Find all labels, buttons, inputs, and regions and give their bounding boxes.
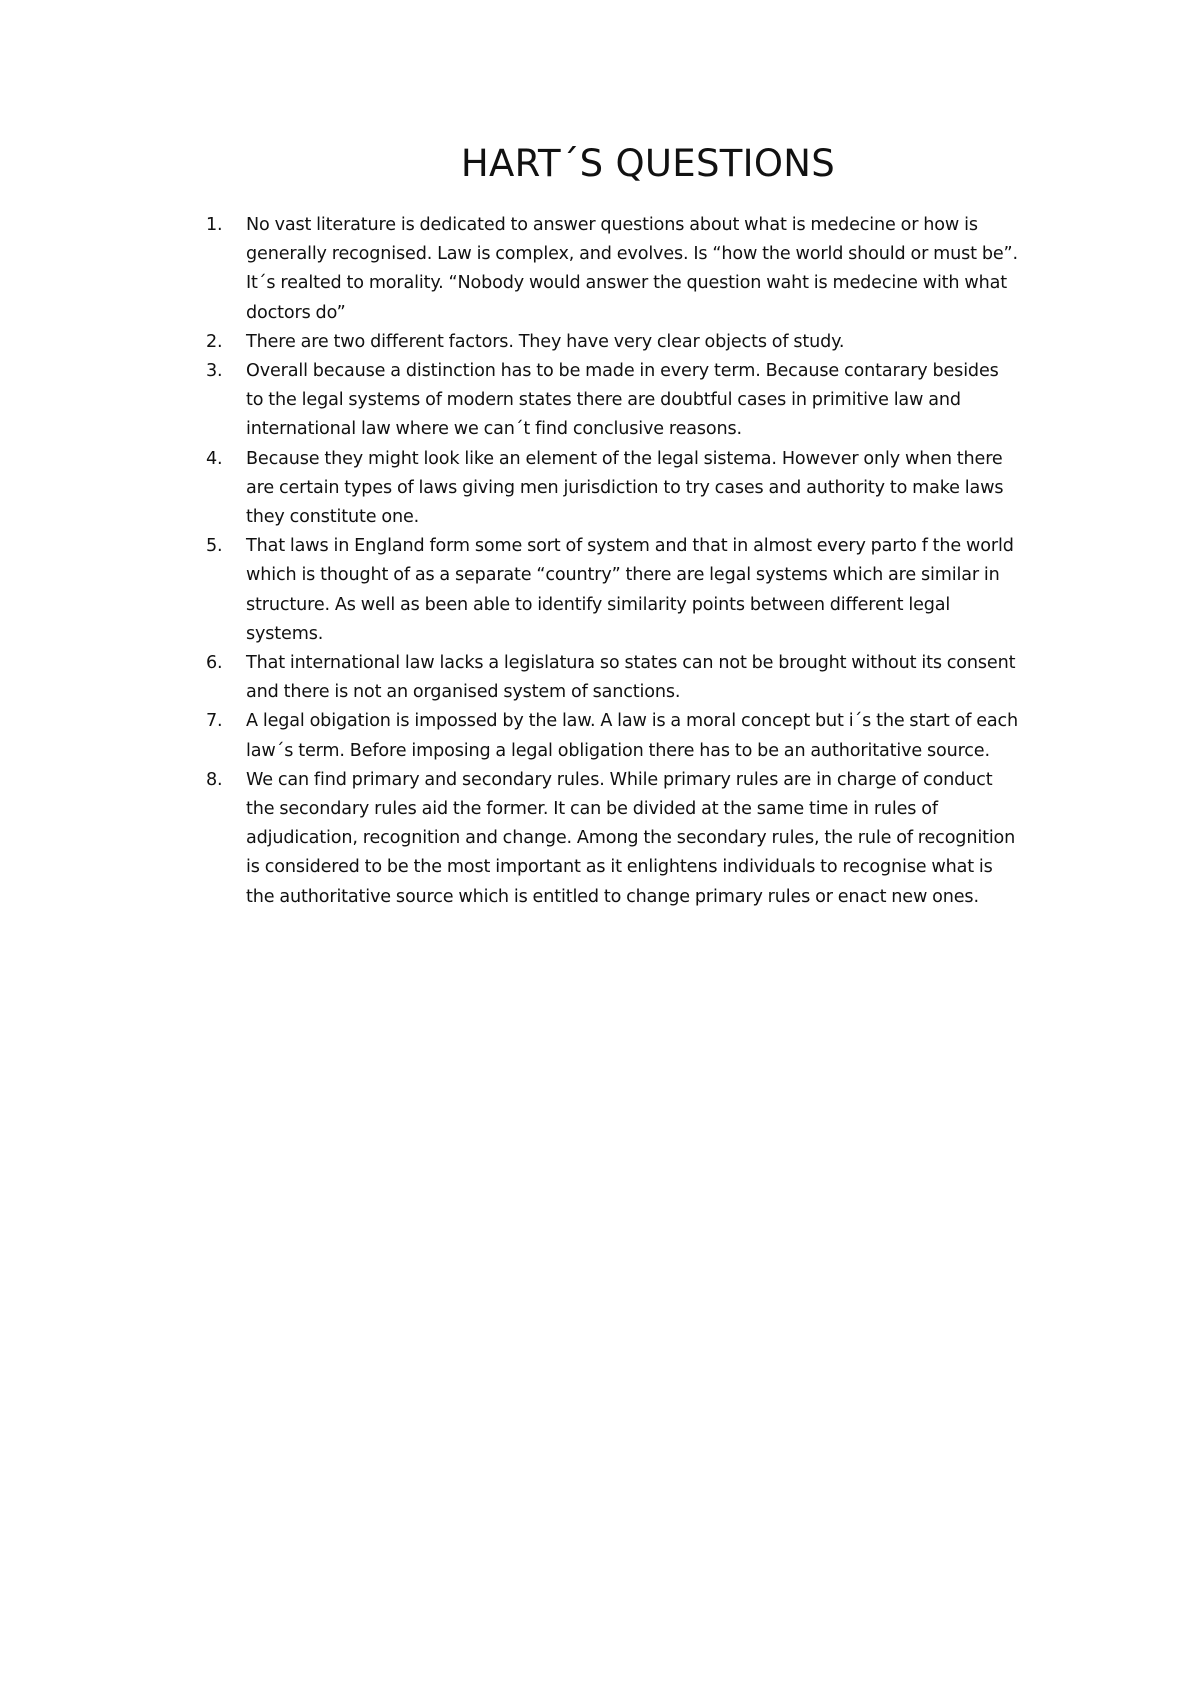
question-number: 5.: [206, 536, 223, 557]
question-text: Overall because a distinction has to be made in every term. Because contarary besides to the legal systems of modern states there are doubtful cases in primitive law and international law where we can´t find conclusive reasons.: [246, 361, 999, 440]
question-item: [0, 328, 1200, 357]
question-number: 2.: [206, 331, 223, 352]
question-item: [0, 707, 1200, 765]
question-number: 6.: [206, 653, 223, 674]
question-item: [0, 766, 1200, 912]
question-number: 7.: [206, 711, 223, 732]
question-item: [0, 445, 1200, 533]
question-number: 1.: [206, 215, 223, 235]
question-text: That laws in England form some sort of system and that in almost every parto f the world which is thought of as a separate “country” there are legal systems which are similar in structure. As well as been able to identify similarity points between different legal systems.: [246, 536, 1014, 644]
question-text: A legal obigation is impossed by the law. A law is a moral concept but i´s the start of each law´s term. Before imposing a legal obligation there has to be an authoritative source.: [246, 711, 1019, 761]
question-list: [0, 211, 1200, 912]
question-item: [0, 357, 1200, 445]
question-text: That international law lacks a legislatura so states can not be brought without its consent and there is not an organised system of sanctions.: [246, 653, 1016, 703]
question-number: 3.: [206, 361, 223, 382]
question-item: [0, 532, 1200, 649]
document-title: HART´S QUESTIONS: [460, 142, 836, 185]
question-number: 8.: [206, 769, 223, 790]
question-item: [0, 211, 1200, 328]
question-number: 4.: [206, 448, 223, 469]
question-text: Because they might look like an element of the legal sistema. However only when there are certain types of laws giving men jurisdiction to try cases and authority to make laws they constitute one.: [246, 448, 1004, 528]
question-text: No vast literature is dedicated to answer questions about what is medecine or how is generally recognised. Law is complex, and evolves. Is “how the world should or must be”. It´s realted to morality. “Nobody would answer the question waht is medecine with what doctors do”: [246, 215, 1018, 323]
question-text: There are two different factors. They have very clear objects of study.: [246, 331, 845, 352]
question-item: [0, 649, 1200, 707]
question-text: We can find primary and secondary rules. While primary rules are in charge of conduct the secondary rules aid the former. It can be divided at the same time in rules of adjudication, recognition and change. Among the secondary rules, the rule of recognition is considered to be the most important as it enlightens individuals to recognise what is the authoritative source which is entitled to change primary rules or enact new ones.: [246, 769, 1016, 907]
